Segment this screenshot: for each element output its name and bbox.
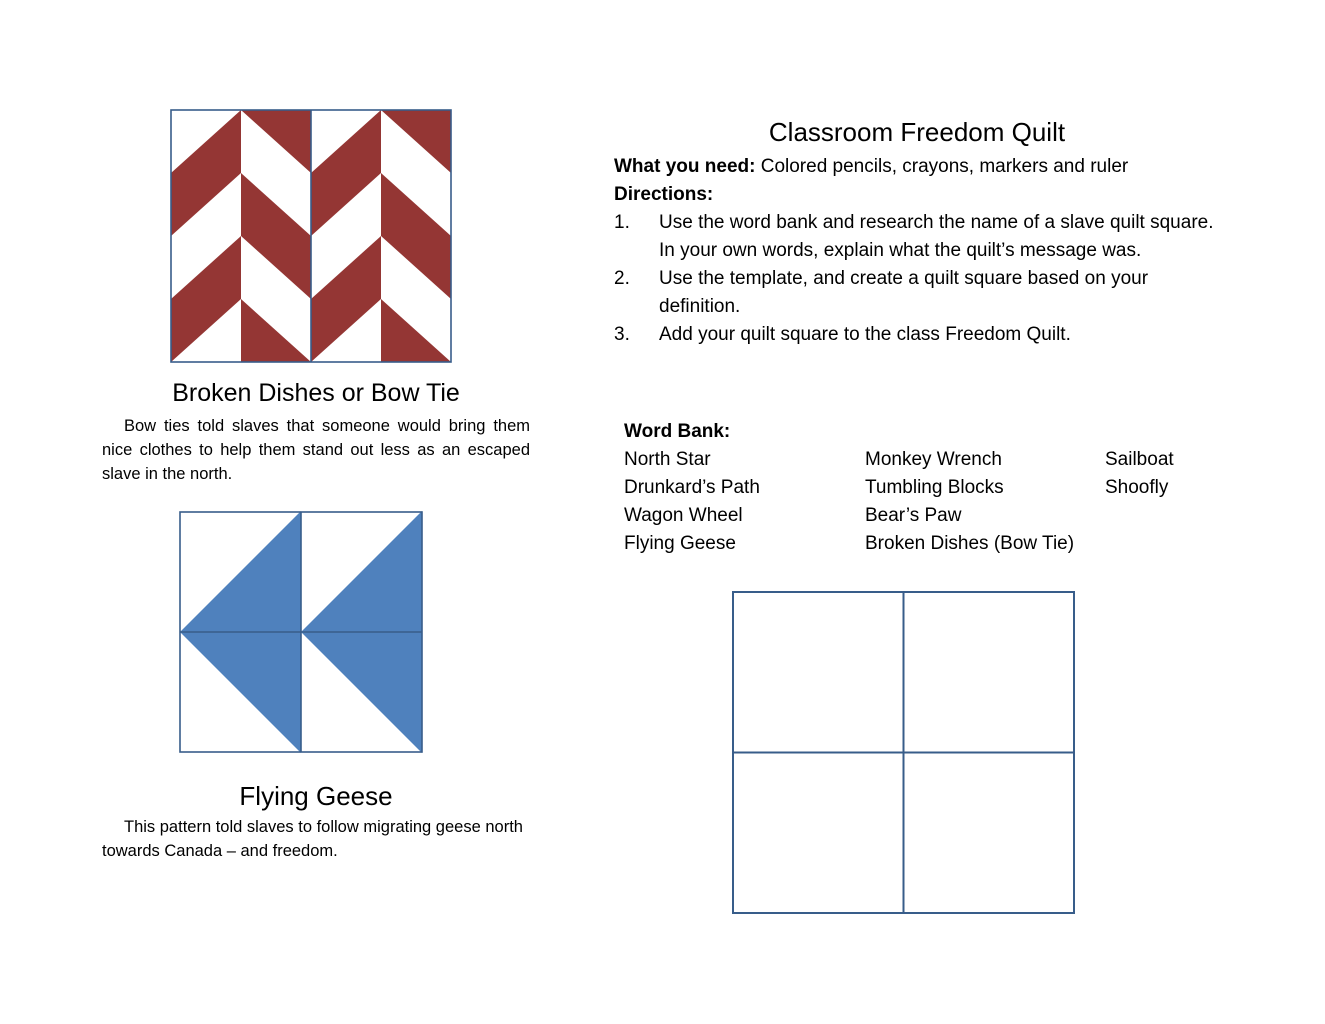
- broken-dishes-triangle: [241, 236, 311, 299]
- broken-dishes-triangle: [311, 173, 381, 236]
- word-bank-item: Monkey Wrench: [865, 449, 1002, 470]
- step-text: Use the word bank and research the name of a slave quilt square. In your own words, explain what the quilt’s message was.: [659, 212, 1214, 261]
- broken-dishes-triangle: [381, 299, 451, 362]
- direction-step: [614, 265, 1224, 321]
- page-title: Classroom Freedom Quilt: [768, 117, 1066, 147]
- word-bank-item: Sailboat: [1105, 449, 1174, 470]
- broken-dishes-triangle: [381, 236, 451, 299]
- step-text: Use the template, and create a quilt square based on your definition.: [659, 268, 1149, 317]
- word-bank-item: Shoofly: [1105, 477, 1169, 498]
- broken-dishes-triangle: [381, 110, 451, 173]
- word-bank-item: Bear’s Paw: [865, 505, 962, 526]
- broken-dishes-quilt-block: [170, 109, 454, 363]
- word-bank-item: Drunkard’s Path: [624, 477, 760, 498]
- broken-dishes-triangle: [171, 299, 241, 362]
- flying-geese-title: Flying Geese: [239, 781, 393, 811]
- broken-dishes-title: Broken Dishes or Bow Tie: [172, 379, 460, 407]
- materials-label: What you need:: [614, 156, 756, 177]
- word-bank-column: [1105, 446, 1174, 502]
- word-bank-item: Broken Dishes (Bow Tie): [865, 533, 1075, 554]
- broken-dishes-triangle: [311, 110, 381, 173]
- word-bank-item: North Star: [624, 449, 711, 470]
- flying-geese-quilt-block: [179, 511, 425, 755]
- word-bank-column: [624, 446, 760, 558]
- blank-quilt-template: [731, 590, 1077, 916]
- broken-dishes-triangle: [241, 110, 311, 173]
- broken-dishes-triangle: [311, 299, 381, 362]
- broken-dishes-triangle: [171, 236, 241, 299]
- flying-geese-description: This pattern told slaves to follow migrating geese north towards Canada – and freedom.: [102, 818, 523, 860]
- broken-dishes-triangle: [171, 173, 241, 236]
- materials-line: [614, 153, 1224, 181]
- broken-dishes-triangle: [381, 173, 451, 236]
- broken-dishes-description: Bow ties told slaves that someone would bring them nice clothes to help them stand out less as an escaped slave in the north.: [102, 417, 530, 483]
- word-bank-column: [865, 446, 1074, 558]
- step-number: 3.: [614, 324, 630, 345]
- broken-dishes-triangle: [241, 173, 311, 236]
- broken-dishes-triangle: [171, 110, 241, 173]
- broken-dishes-triangle: [241, 299, 311, 362]
- direction-step: [614, 321, 1224, 349]
- materials-text: Colored pencils, crayons, markers and ruler: [755, 156, 1129, 177]
- word-bank-heading: Word Bank:: [624, 421, 731, 442]
- step-number: 2.: [614, 268, 630, 289]
- directions-list: [614, 209, 1224, 349]
- step-text: Add your quilt square to the class Freedom Quilt.: [659, 324, 1071, 345]
- broken-dishes-triangle: [311, 236, 381, 299]
- word-bank-item: Wagon Wheel: [624, 505, 743, 526]
- directions-heading: Directions:: [614, 184, 714, 205]
- direction-step: [614, 209, 1224, 265]
- word-bank-item: Tumbling Blocks: [865, 477, 1004, 498]
- step-number: 1.: [614, 212, 630, 233]
- word-bank-item: Flying Geese: [624, 533, 736, 554]
